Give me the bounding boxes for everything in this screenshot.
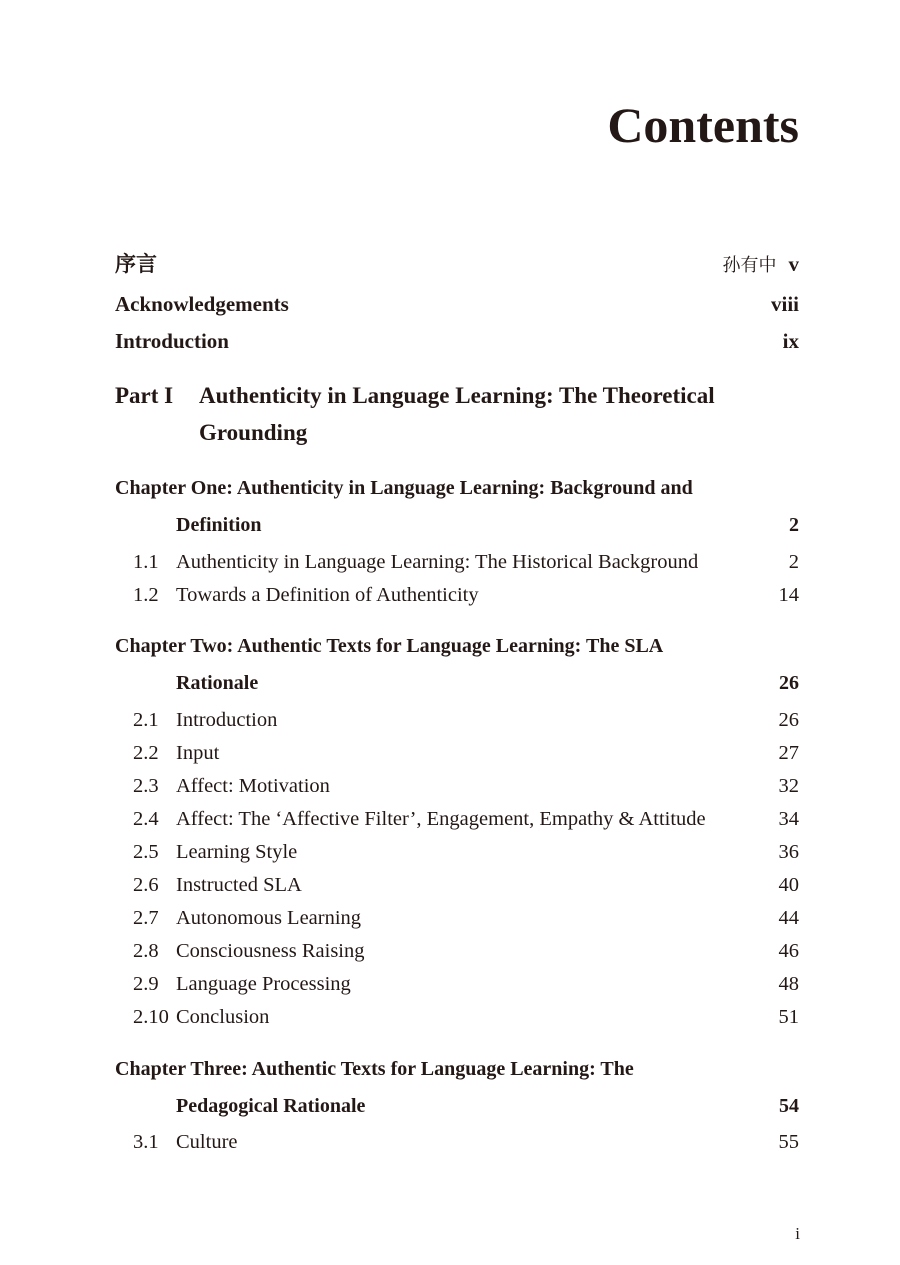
toc-page-number: 2 xyxy=(788,551,799,573)
section-title: Consciousness Raising xyxy=(176,940,365,962)
toc-page-number: 48 xyxy=(778,973,799,995)
toc-section[interactable] xyxy=(133,1006,799,1029)
section-number: 2.5 xyxy=(133,841,159,863)
section-number: 2.1 xyxy=(133,709,159,731)
section-number: 2.8 xyxy=(133,940,159,962)
toc-entry-introduction[interactable] xyxy=(115,329,799,354)
section-number: 2.7 xyxy=(133,907,159,929)
toc-page-number: 2 xyxy=(789,514,799,536)
toc-page-number: 14 xyxy=(778,584,799,606)
section-title: Affect: The ‘Affective Filter’, Engagement, Empathy & Attitude xyxy=(176,808,706,830)
section-number: 2.10 xyxy=(133,1006,169,1028)
toc-section[interactable] xyxy=(133,907,799,930)
page-title: Contents xyxy=(607,97,799,153)
toc-page-number: 32 xyxy=(778,775,799,797)
section-number: 3.1 xyxy=(133,1131,159,1153)
toc-entry-preface[interactable] xyxy=(115,248,799,278)
toc-page-number: v xyxy=(788,252,799,276)
page-number: i xyxy=(795,1224,800,1243)
toc-page-number: 40 xyxy=(778,874,799,896)
toc-page-number: 54 xyxy=(779,1095,799,1117)
toc-page-number: 51 xyxy=(778,1006,799,1028)
section-title: Towards a Definition of Authenticity xyxy=(176,584,479,606)
toc-section[interactable] xyxy=(133,841,799,864)
toc-page-number: 44 xyxy=(778,907,799,929)
toc-section[interactable] xyxy=(133,940,799,963)
toc-section[interactable] xyxy=(133,551,799,574)
toc-section[interactable] xyxy=(133,709,799,732)
toc-entry-acknowledgements[interactable] xyxy=(115,292,799,317)
chapter-title: Definition xyxy=(176,514,262,536)
section-number: 1.2 xyxy=(133,584,159,606)
toc-page-number: 27 xyxy=(778,742,799,764)
toc-section[interactable] xyxy=(133,1131,799,1154)
chapter-title: Pedagogical Rationale xyxy=(176,1095,366,1117)
chapter-title-line1[interactable]: Chapter One: Authenticity in Language Learning: Background and xyxy=(115,477,693,499)
chapter-title-line1[interactable]: Chapter Three: Authentic Texts for Language Learning: The xyxy=(115,1058,634,1080)
toc-section[interactable] xyxy=(133,584,799,607)
section-title: Autonomous Learning xyxy=(176,907,362,929)
toc-entry-label: Introduction xyxy=(115,329,229,353)
section-title: Authenticity in Language Learning: The Historical Background xyxy=(176,551,699,573)
toc-page-number: 34 xyxy=(778,808,799,830)
part-title-line1: Authenticity in Language Learning: The Theoretical xyxy=(199,383,715,408)
toc-page-number: 55 xyxy=(778,1131,799,1153)
part-number: Part I xyxy=(115,383,174,408)
section-title: Conclusion xyxy=(176,1006,270,1028)
chapter-title: Rationale xyxy=(176,672,259,694)
preface-label: 序言 xyxy=(115,252,157,276)
chapter-title-line2[interactable] xyxy=(176,1095,799,1118)
section-title: Input xyxy=(176,742,220,764)
toc-section[interactable] xyxy=(133,808,799,831)
section-number: 2.4 xyxy=(133,808,159,830)
toc-section[interactable] xyxy=(133,973,799,996)
chapter-title-line2[interactable] xyxy=(176,672,799,695)
toc-section[interactable] xyxy=(133,775,799,798)
toc-section[interactable] xyxy=(133,874,799,897)
section-number: 2.3 xyxy=(133,775,159,797)
preface-author: 孙有中 xyxy=(722,255,777,276)
chapter-title-line2[interactable] xyxy=(176,514,799,537)
toc-entry-label: Acknowledgements xyxy=(115,292,289,316)
section-title: Affect: Motivation xyxy=(176,775,330,797)
section-title: Introduction xyxy=(176,709,278,731)
part-title-line2: Grounding xyxy=(199,420,308,445)
toc-page-number: 26 xyxy=(778,709,799,731)
toc-page-number: 26 xyxy=(779,672,799,694)
toc-page-number: ix xyxy=(782,329,799,353)
section-title: Language Processing xyxy=(176,973,351,995)
section-title: Learning Style xyxy=(176,841,298,863)
toc-section[interactable] xyxy=(133,742,799,765)
section-title: Instructed SLA xyxy=(176,874,302,896)
toc-page-number: 36 xyxy=(778,841,799,863)
section-number: 2.2 xyxy=(133,742,159,764)
toc-page-number: viii xyxy=(770,292,799,316)
section-number: 2.6 xyxy=(133,874,159,896)
chapter-title-line1[interactable]: Chapter Two: Authentic Texts for Language Learning: The SLA xyxy=(115,635,664,657)
section-title: Culture xyxy=(176,1131,238,1153)
toc-page-number: 46 xyxy=(778,940,799,962)
section-number: 1.1 xyxy=(133,551,159,573)
section-number: 2.9 xyxy=(133,973,159,995)
